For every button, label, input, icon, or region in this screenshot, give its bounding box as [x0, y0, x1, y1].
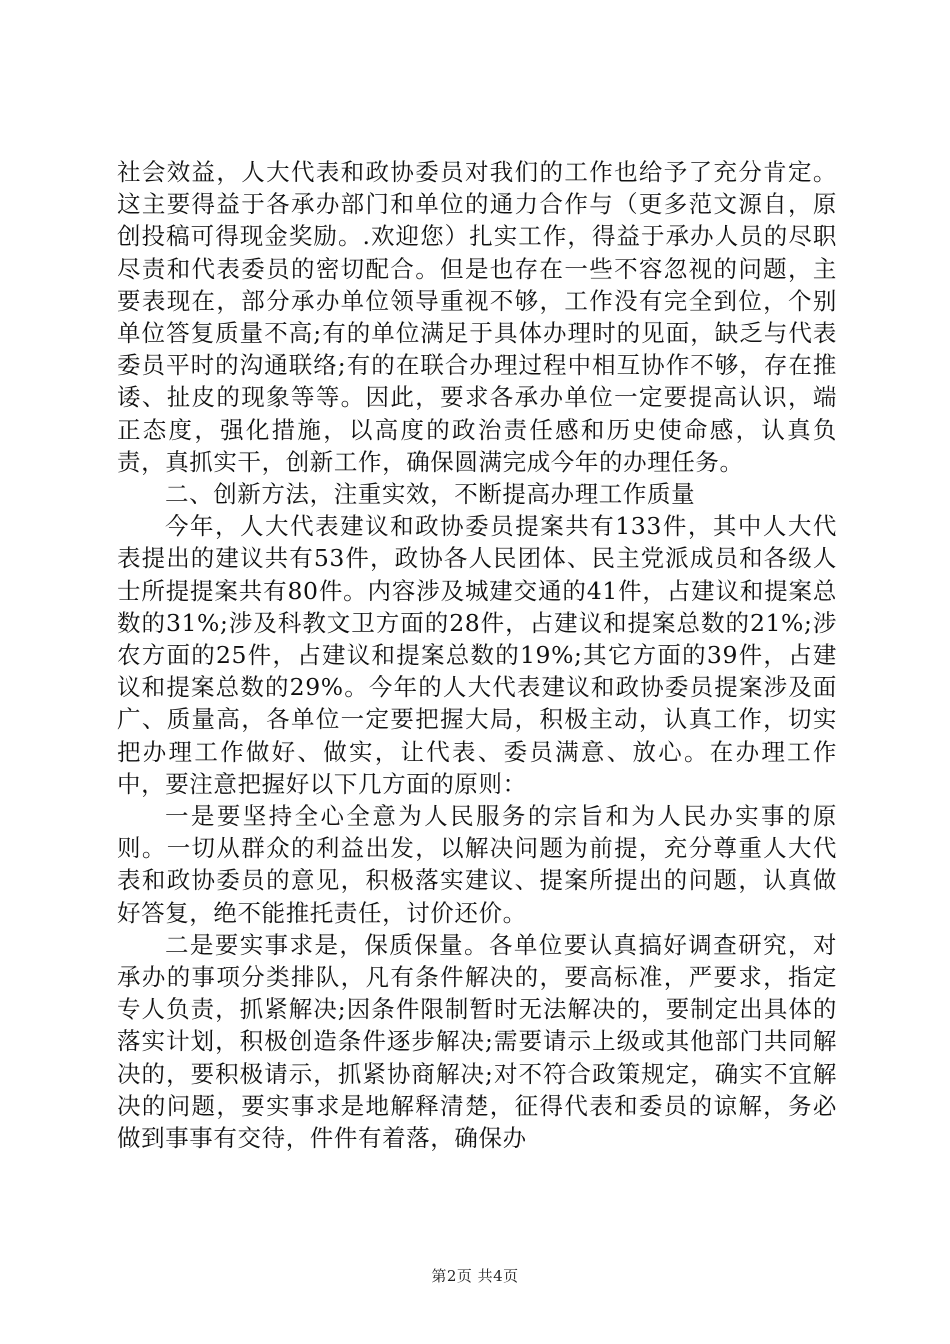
paragraph-principle-two: 二是要实事求是，保质保量。各单位要认真搞好调查研究，对承办的事项分类排队，凡有条件解决的，要高标准，严要求，指定专人负责，抓紧解决;因条件限制暂时无法解决的，要制定出具体的落实计划，积极创造条件逐步解决;需要请示上级或其他部门共同解决的，要积极请示，抓紧协商解决;对不符合政策规定，确实不宜解决的问题，要实事求是地解释清楚，征得代表和委员的谅解，务必做到事事有交待，件件有着落，确保办	[117, 930, 837, 1153]
document-body	[117, 156, 837, 1154]
paragraph-statistics: 今年，人大代表建议和政协委员提案共有133件，其中人大代表提出的建议共有53件，政协各人民团体、民主党派成员和各级人士所提提案共有80件。内容涉及城建交通的41件，占建议和提案总数的31%;涉及科教文卫方面的28件，占建议和提案总数的21%;涉农方面的25件，占建议和提案总数的19%;其它方面的39件，占建议和提案总数的29%。今年的人大代表建议和政协委员提案涉及面广、质量高，各单位一定要把握大局，积极主动，认真工作，切实把办理工作做好、做实，让代表、委员满意、放心。在办理工作中，要注意把握好以下几方面的原则：	[117, 512, 837, 798]
page-number-footer: 第2页 共4页	[431, 1267, 519, 1285]
paragraph-continued: 社会效益，人大代表和政协委员对我们的工作也给予了充分肯定。这主要得益于各承办部门和单位的通力合作与（更多范文源自，原创投稿可得现金奖励。.欢迎您）扎实工作，得益于承办人员的尽职尽责和代表委员的密切配合。但是也存在一些不容忽视的问题，主要表现在，部分承办单位领导重视不够，工作没有完全到位，个别单位答复质量不高;有的单位满足于具体办理时的见面，缺乏与代表委员平时的沟通联络;有的在联合办理过程中相互协作不够，存在推诿、扯皮的现象等等。因此，要求各承办单位一定要提高认识，端正态度，强化措施，以高度的政治责任感和历史使命感，认真负责，真抓实干，创新工作，确保圆满完成今年的办理任务。	[117, 158, 837, 476]
paragraph-principle-one: 一是要坚持全心全意为人民服务的宗旨和为人民办实事的原则。一切从群众的利益出发，以解决问题为前提，充分尊重人大代表和政协委员的意见，积极落实建议、提案所提出的问题，认真做好答复，绝不能推托责任，讨价还价。	[117, 802, 837, 927]
section-heading: 二、创新方法，注重实效，不断提高办理工作质量	[165, 480, 696, 509]
